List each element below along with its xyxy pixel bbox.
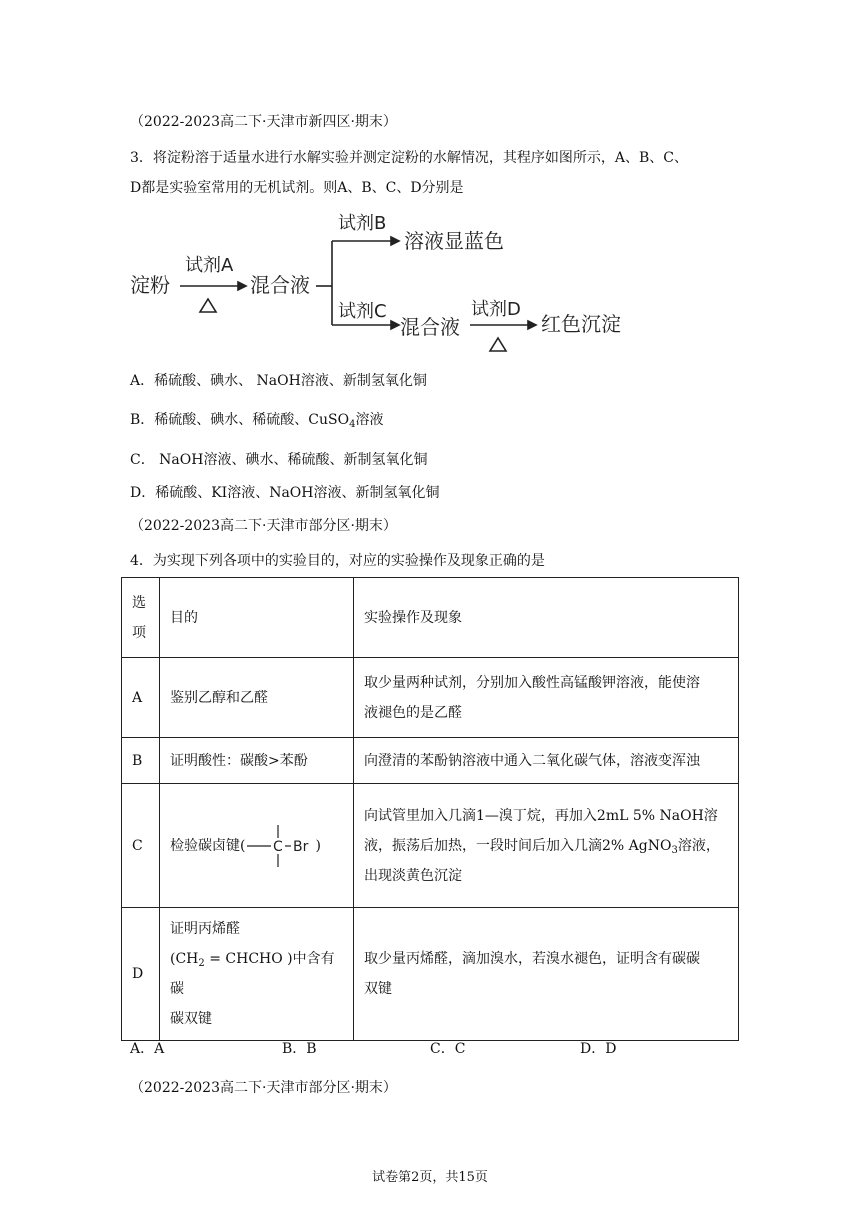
svg-text:C: C: [273, 838, 284, 855]
table-row-a: A 鉴别乙醇和乙醛 取少量两种试剂，分别加入酸性高锰酸钾溶液，能使溶 液褪色的是乙醛: [122, 658, 739, 738]
reagent-b-label: 试剂B: [338, 213, 387, 234]
option-a: A．稀硫酸、碘水、 NaOH溶液、新制氢氧化铜: [130, 373, 427, 389]
answer-a: A．A: [130, 1041, 165, 1057]
question-4-stem: 4．为实现下列各项中的实验目的，对应的实验操作及现象正确的是: [130, 553, 545, 569]
hydrolysis-flow-diagram: [128, 208, 648, 358]
experiment-table: [121, 577, 739, 1041]
option-b: B．稀硫酸、碘水、稀硫酸、CuSO$_4$溶液: [130, 412, 384, 430]
answer-c: C．C: [430, 1041, 466, 1057]
option-c: C． NaOH溶液、碘水、稀硫酸、新制氢氧化铜: [130, 452, 428, 468]
carbon-halogen-bond-structure: [245, 823, 315, 869]
svg-text:Br: Br: [293, 838, 309, 855]
answer-d: D．D: [580, 1041, 617, 1057]
table-header-row: [122, 578, 739, 658]
table-row-b: B 证明酸性：碳酸>苯酚 向澄清的苯酚钠溶液中通入二氧化碳气体，溶液变浑浊: [122, 738, 739, 784]
result-b-label: 溶液显蓝色: [404, 229, 504, 253]
table-row-d: D 证明丙烯醛 ($CH_2$ = CHCHO )中含有碳 碳双键 取少量丙烯醛，滴加溴水，若溴水褪色，证明含有碳碳 双键: [122, 908, 739, 1041]
reagent-d-label: 试剂D: [471, 299, 521, 320]
question-source-label: （2022-2023高二下·天津市部分区·期末）: [130, 518, 397, 534]
mixture-2-label: 混合液: [400, 315, 460, 339]
header-goal: 目的: [160, 578, 354, 658]
question-source-label: （2022-2023高二下·天津市新四区·期末）: [130, 114, 397, 130]
question-source-label: （2022-2023高二下·天津市部分区·期末）: [130, 1080, 397, 1096]
start-starch-label: 淀粉: [130, 273, 170, 297]
reagent-a-label: 试剂A: [185, 255, 234, 276]
reagent-c-label: 试剂C: [338, 301, 387, 322]
option-d: D．稀硫酸、KI溶液、NaOH溶液、新制氢氧化铜: [130, 485, 440, 501]
question-3-stem-line1: 3．将淀粉溶于适量水进行水解实验并测定淀粉的水解情况，其程序如图所示，A、B、C、: [130, 150, 689, 166]
answer-b: B．B: [282, 1041, 317, 1057]
question-3-stem-line2: D都是实验室常用的无机试剂。则A、B、C、D分别是: [130, 180, 464, 196]
table-row-c: C 检验碳卤键( C Br ) 向试管里加入几滴1—溴丁烷，再加入2mL 5% NaOH溶 液，振荡后加热，一段时间后加入几滴2% AgNO$_3$溶液， 出现淡黄色沉淀: [122, 784, 739, 908]
mixture-1-label: 混合液: [250, 273, 310, 297]
header-option: 选 项: [122, 578, 160, 658]
header-operation: 实验操作及现象: [354, 578, 739, 658]
page-footer: 试卷第2页，共15页: [372, 1170, 488, 1185]
result-d-label: 红色沉淀: [541, 312, 621, 336]
